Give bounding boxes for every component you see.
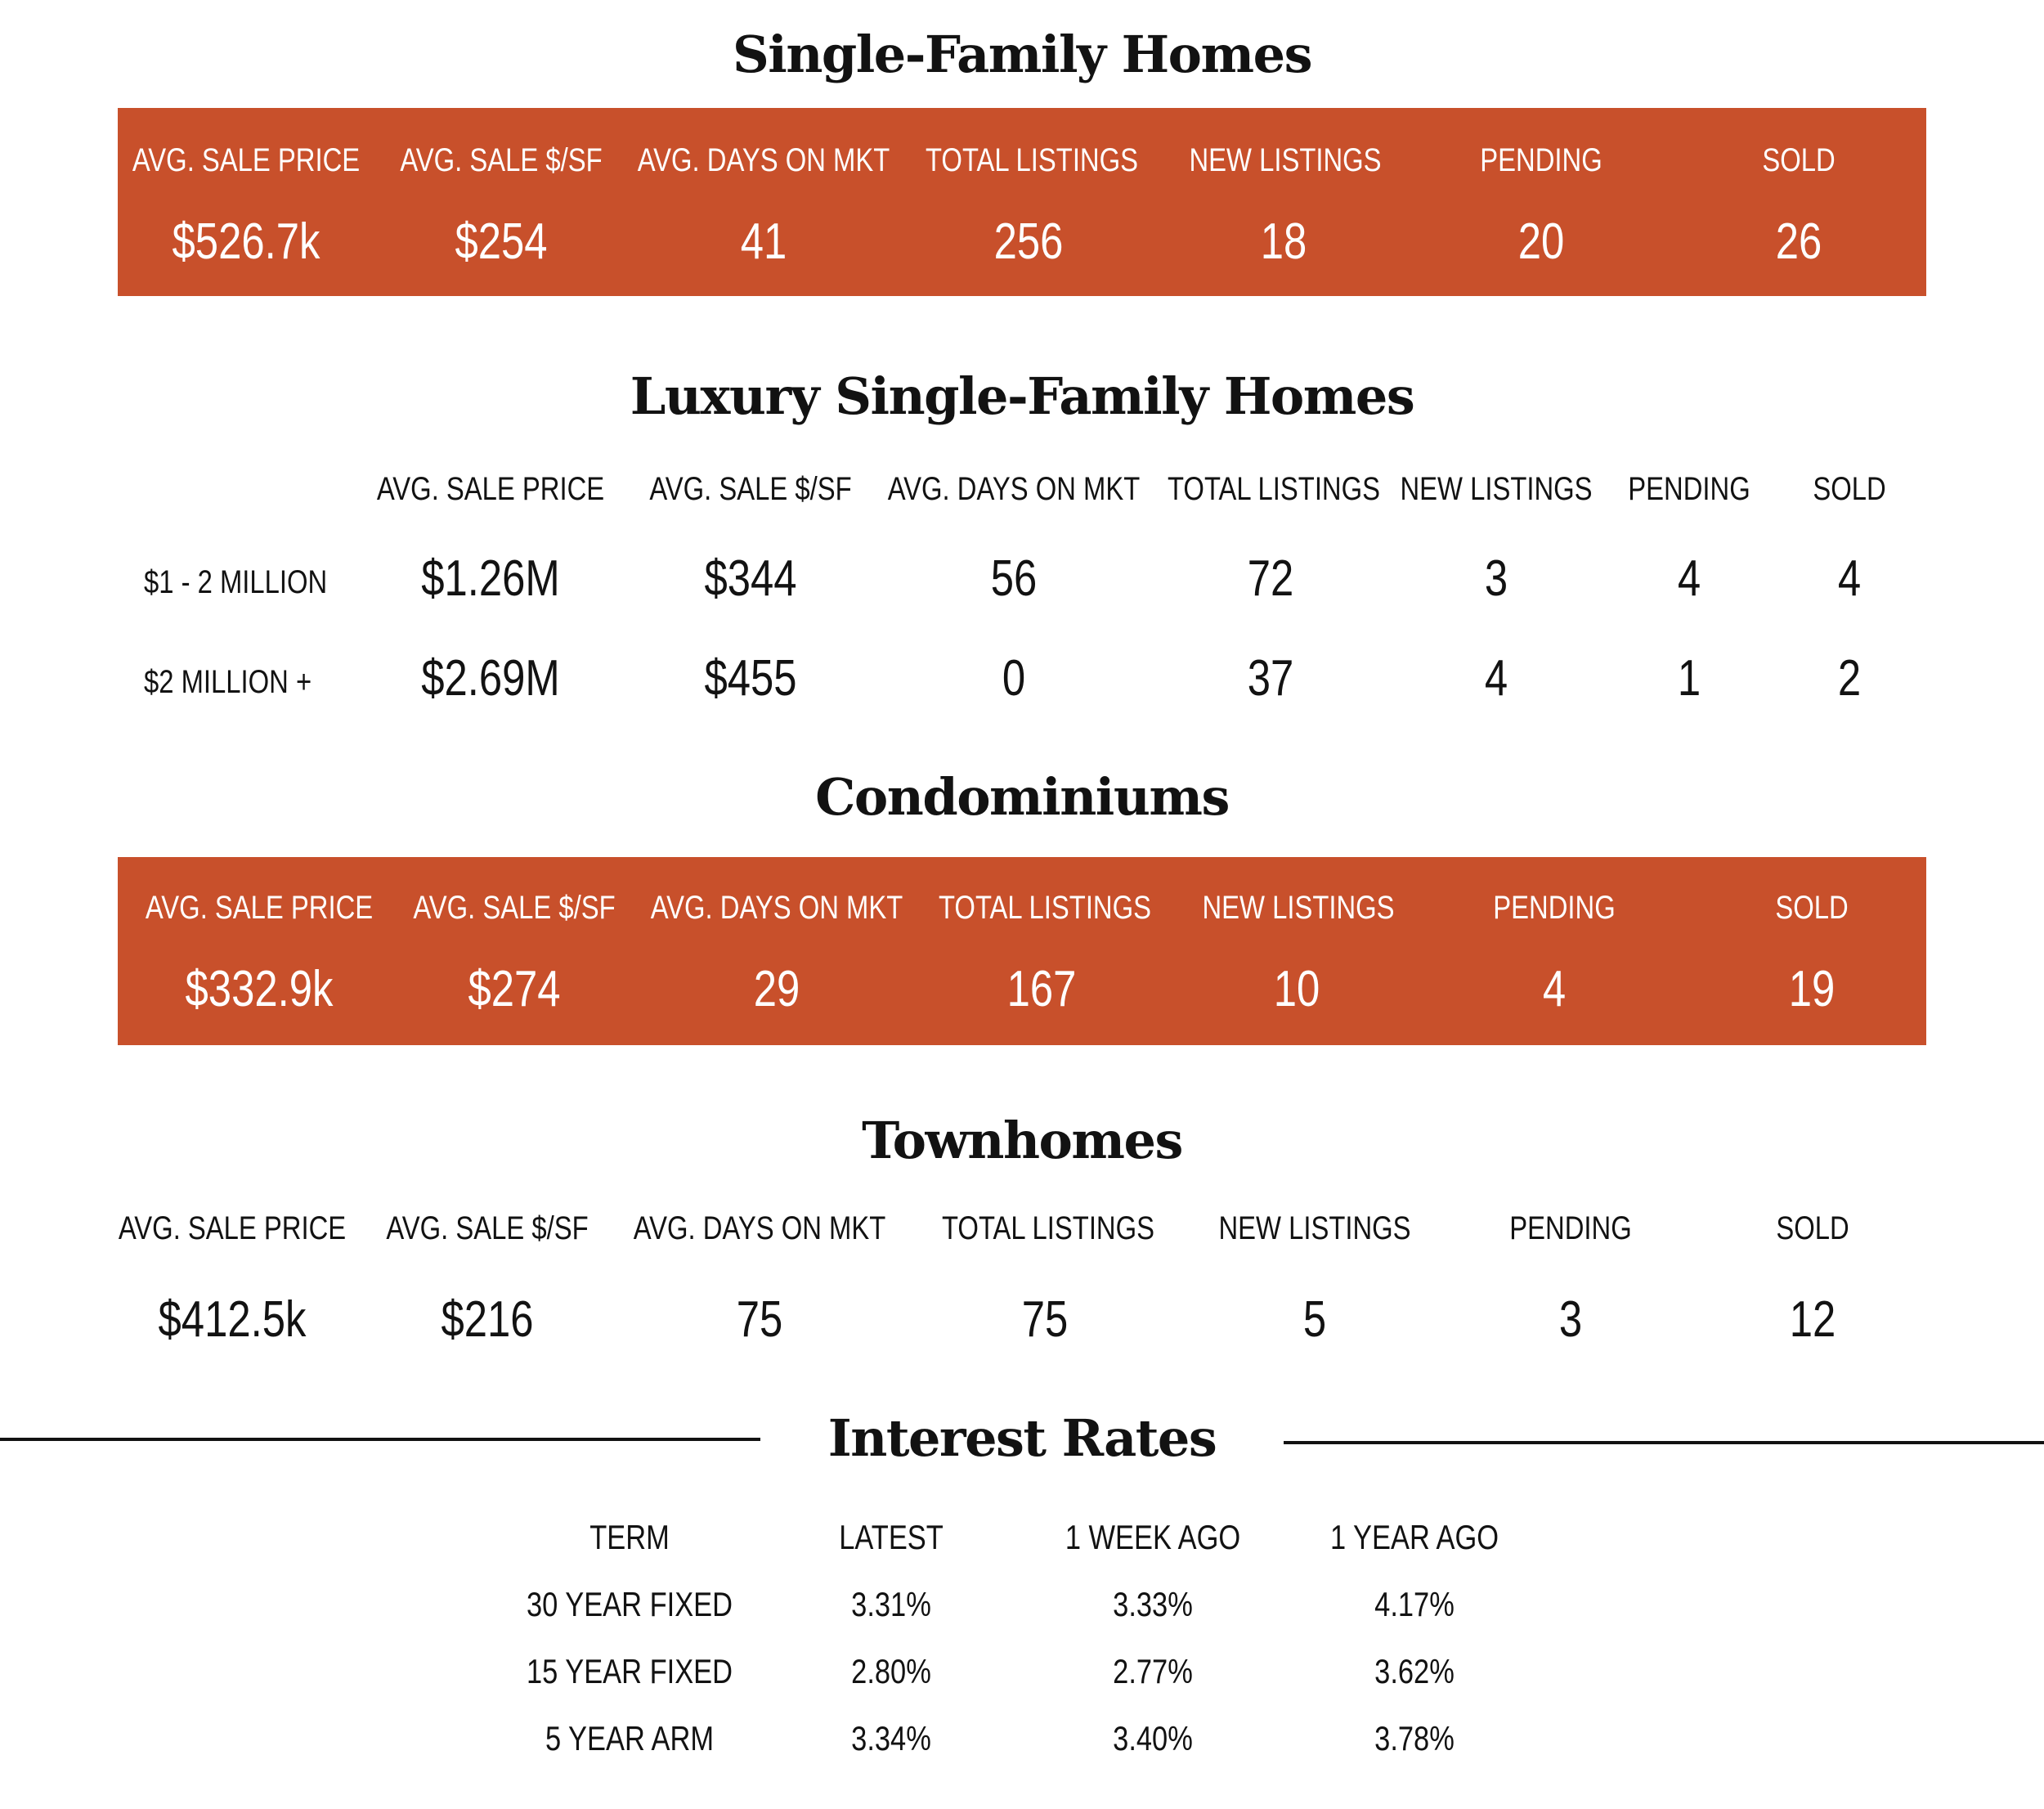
- condos-value-total-listings: 167: [1006, 961, 1077, 1017]
- luxury-label-total-listings: TOTAL LISTINGS: [1167, 471, 1381, 507]
- luxury-row1-sold: 4: [1837, 550, 1862, 607]
- townhomes-label-avg-days: AVG. DAYS ON MKT: [633, 1210, 886, 1246]
- single-family-label-avg-days: AVG. DAYS ON MKT: [637, 142, 890, 178]
- luxury-label-new-listings: NEW LISTINGS: [1400, 471, 1593, 507]
- luxury-row-label-2-million-plus: $2 MILLION +: [144, 664, 312, 700]
- luxury-row1-avg-sale-price: $1.26M: [421, 550, 560, 607]
- rates-row1-1-week-ago: 3.33%: [1113, 1585, 1193, 1623]
- rates-row3-term: 5 YEAR ARM: [545, 1719, 715, 1757]
- townhomes-label-sold: SOLD: [1776, 1210, 1849, 1246]
- condos-label-avg-days: AVG. DAYS ON MKT: [650, 890, 903, 926]
- luxury-label-pending: PENDING: [1628, 471, 1750, 507]
- townhomes-title: Townhomes: [862, 1111, 1182, 1170]
- luxury-row2-new-listings: 4: [1484, 650, 1508, 707]
- condos-label-avg-sale-psf: AVG. SALE $/SF: [413, 890, 616, 926]
- townhomes-value-pending: 3: [1558, 1291, 1583, 1348]
- luxury-label-avg-sale-price: AVG. SALE PRICE: [376, 471, 605, 507]
- luxury-row2-avg-sale-psf: $455: [704, 650, 797, 707]
- single-family-value-pending: 20: [1517, 213, 1565, 270]
- single-family-label-sold: SOLD: [1762, 142, 1836, 178]
- condos-label-new-listings: NEW LISTINGS: [1202, 890, 1395, 926]
- single-family-label-total-listings: TOTAL LISTINGS: [925, 142, 1139, 178]
- condos-value-new-listings: 10: [1273, 961, 1320, 1017]
- luxury-row2-total-listings: 37: [1247, 650, 1294, 707]
- condominiums-title: Condominiums: [815, 767, 1229, 827]
- single-family-value-sold: 26: [1775, 213, 1822, 270]
- rates-row2-term: 15 YEAR FIXED: [526, 1652, 733, 1690]
- single-family-title: Single-Family Homes: [733, 25, 1311, 84]
- rates-header-1-year-ago: 1 YEAR AGO: [1329, 1518, 1499, 1556]
- condos-label-total-listings: TOTAL LISTINGS: [938, 890, 1152, 926]
- rates-row1-1-year-ago: 4.17%: [1374, 1585, 1455, 1623]
- townhomes-label-total-listings: TOTAL LISTINGS: [941, 1210, 1155, 1246]
- luxury-row1-total-listings: 72: [1247, 550, 1294, 607]
- luxury-title: Luxury Single-Family Homes: [630, 366, 1414, 426]
- townhomes-value-avg-days: 75: [736, 1291, 783, 1348]
- condos-value-pending: 4: [1542, 961, 1567, 1017]
- condos-value-sold: 19: [1788, 961, 1836, 1017]
- luxury-row1-pending: 4: [1677, 550, 1701, 607]
- single-family-value-total-listings: 256: [993, 213, 1064, 270]
- condos-label-pending: PENDING: [1493, 890, 1616, 926]
- townhomes-label-avg-sale-price: AVG. SALE PRICE: [118, 1210, 347, 1246]
- townhomes-value-total-listings: 75: [1021, 1291, 1069, 1348]
- luxury-row1-new-listings: 3: [1484, 550, 1508, 607]
- single-family-value-avg-days: 41: [740, 213, 787, 270]
- luxury-row2-sold: 2: [1837, 650, 1862, 707]
- townhomes-label-new-listings: NEW LISTINGS: [1218, 1210, 1411, 1246]
- condos-value-avg-sale-price: $332.9k: [185, 961, 334, 1017]
- townhomes-label-avg-sale-psf: AVG. SALE $/SF: [386, 1210, 589, 1246]
- rates-row3-latest: 3.34%: [851, 1719, 931, 1757]
- condominiums-stats-band: [118, 857, 1926, 1045]
- single-family-label-new-listings: NEW LISTINGS: [1189, 142, 1382, 178]
- single-family-value-avg-sale-price: $526.7k: [172, 213, 320, 270]
- townhomes-label-pending: PENDING: [1509, 1210, 1632, 1246]
- luxury-row2-avg-days: 0: [1002, 650, 1026, 707]
- rates-row1-term: 30 YEAR FIXED: [526, 1585, 733, 1623]
- rates-row2-1-week-ago: 2.77%: [1113, 1652, 1193, 1690]
- luxury-row-label-1-2-million: $1 - 2 MILLION: [144, 564, 328, 600]
- luxury-row1-avg-days: 56: [990, 550, 1038, 607]
- condos-value-avg-days: 29: [753, 961, 800, 1017]
- single-family-label-avg-sale-price: AVG. SALE PRICE: [132, 142, 361, 178]
- rates-row3-1-year-ago: 3.78%: [1374, 1719, 1455, 1757]
- single-family-label-avg-sale-psf: AVG. SALE $/SF: [400, 142, 603, 178]
- rates-header-term: TERM: [589, 1518, 670, 1556]
- rates-header-latest: LATEST: [839, 1518, 944, 1556]
- rates-row1-latest: 3.31%: [851, 1585, 931, 1623]
- townhomes-value-sold: 12: [1789, 1291, 1836, 1348]
- luxury-label-avg-days: AVG. DAYS ON MKT: [887, 471, 1141, 507]
- rates-header-1-week-ago: 1 WEEK AGO: [1065, 1518, 1241, 1556]
- luxury-label-sold: SOLD: [1813, 471, 1886, 507]
- rates-row2-latest: 2.80%: [851, 1652, 931, 1690]
- luxury-label-avg-sale-psf: AVG. SALE $/SF: [649, 471, 852, 507]
- condos-label-avg-sale-price: AVG. SALE PRICE: [145, 890, 374, 926]
- single-family-stats-band: [118, 108, 1926, 296]
- condos-value-avg-sale-psf: $274: [468, 961, 561, 1017]
- interest-rates-title: Interest Rates: [827, 1408, 1217, 1468]
- townhomes-value-avg-sale-psf: $216: [441, 1291, 534, 1348]
- luxury-row1-avg-sale-psf: $344: [704, 550, 797, 607]
- condos-label-sold: SOLD: [1775, 890, 1849, 926]
- single-family-value-avg-sale-psf: $254: [455, 213, 548, 270]
- townhomes-value-avg-sale-price: $412.5k: [158, 1291, 307, 1348]
- rates-row3-1-week-ago: 3.40%: [1113, 1719, 1193, 1757]
- luxury-row2-avg-sale-price: $2.69M: [421, 650, 560, 707]
- townhomes-value-new-listings: 5: [1302, 1291, 1327, 1348]
- rates-row2-1-year-ago: 3.62%: [1374, 1652, 1455, 1690]
- luxury-row2-pending: 1: [1677, 650, 1701, 707]
- single-family-value-new-listings: 18: [1260, 213, 1307, 270]
- single-family-label-pending: PENDING: [1480, 142, 1602, 178]
